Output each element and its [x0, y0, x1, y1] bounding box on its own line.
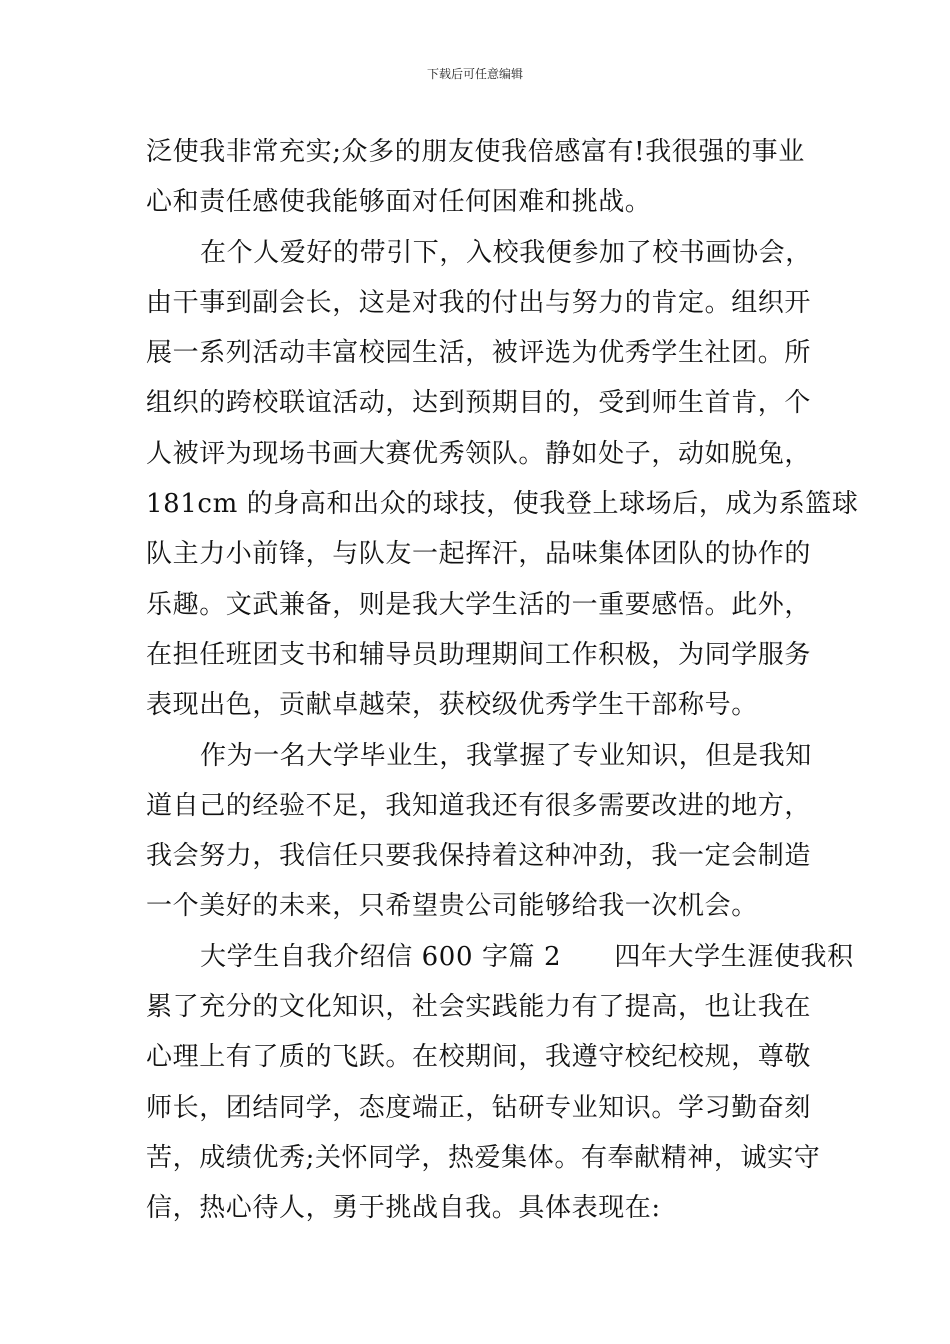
text-line: 乐趣。文武兼备，则是我大学生活的一重要感悟。此外，: [146, 589, 812, 620]
text-line: 信，热心待人，勇于挑战自我。具体表现在:: [146, 1193, 661, 1224]
text-line: 泛使我非常充实;众多的朋友使我倍感富有!我很强的事业: [146, 137, 805, 167]
text-line: 师长，团结同学，态度端正，钻研专业知识。学习勤奋刻: [146, 1092, 812, 1123]
text-line: 在个人爱好的带引下，入校我便参加了校书画协会，: [200, 237, 812, 268]
text-line: 我会努力，我信任只要我保持着这种冲劲，我一定会制造: [146, 841, 812, 872]
text-line: 队主力小前锋，与队友一起挥汗，品味集体团队的协作的: [146, 539, 812, 570]
text-line: 展一系列活动丰富校园生活，被评选为优秀学生社团。所: [146, 338, 812, 369]
text-line: 累了充分的文化知识，社会实践能力有了提高，也让我在: [146, 992, 812, 1023]
text-line: 道自己的经验不足，我知道我还有很多需要改进的地方，: [146, 790, 812, 821]
text-line: 大学生自我介绍信 600 字篇 2 四年大学生涯使我积: [200, 941, 854, 972]
text-line: 心和责任感使我能够面对任何困难和挑战。: [146, 187, 652, 218]
text-line: 181cm 的身高和出众的球技，使我登上球场后，成为系篮球: [146, 489, 859, 520]
text-line: 一个美好的未来，只希望贵公司能够给我一次机会。: [146, 891, 758, 922]
text-line: 人被评为现场书画大赛优秀领队。静如处子，动如脱兔，: [146, 438, 812, 469]
text-line: 表现出色，贡献卓越荣，获校级优秀学生干部称号。: [146, 690, 758, 721]
text-line: 组织的跨校联谊活动，达到预期目的，受到师生首肯，个: [146, 388, 812, 419]
text-line: 由干事到副会长，这是对我的付出与努力的肯定。组织开: [146, 287, 812, 318]
text-line: 在担任班团支书和辅导员助理期间工作积极，为同学服务: [146, 639, 812, 670]
text-line: 作为一名大学毕业生，我掌握了专业知识，但是我知: [200, 740, 812, 771]
text-line: 苦，成绩优秀;关怀同学，热爱集体。有奉献精神，诚实守: [146, 1142, 821, 1173]
text-line: 心理上有了质的飞跃。在校期间，我遵守校纪校规，尊敬: [146, 1042, 812, 1073]
document-body: [146, 127, 859, 1234]
page-header: 下载后可任意编辑: [426, 67, 523, 81]
